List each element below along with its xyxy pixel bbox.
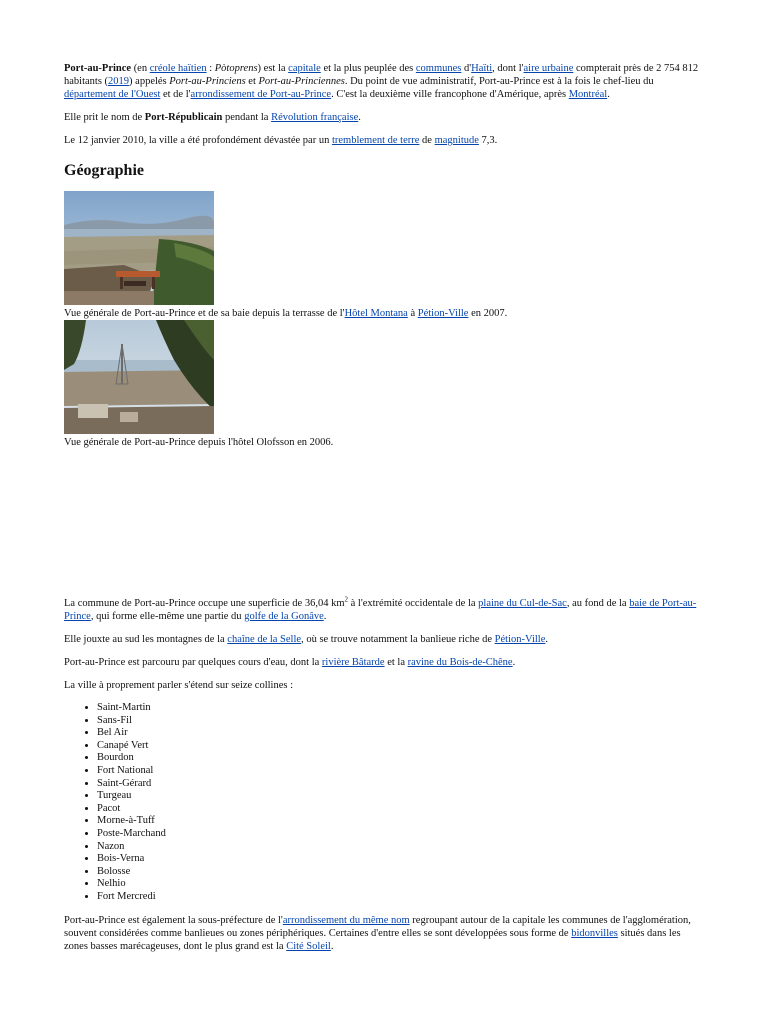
photo-olofsson-view [64,320,214,434]
link-departement-ouest[interactable]: département de l'Ouest [64,89,161,100]
article-body [64,62,700,963]
intro-paragraph-3: Le 12 janvier 2010, la ville a été profondément dévastée par un tremblement de terre de magnitude 7,3. [64,135,498,146]
link-2019[interactable]: 2019 [108,76,130,87]
link-magnitude[interactable]: magnitude [434,135,479,146]
link-montreal[interactable]: Montréal [568,89,608,100]
list-item: • Bourdon [97,752,700,765]
link-petion-ville-2[interactable]: Pétion-Ville [494,634,546,645]
hills-list [64,702,700,904]
list-item: • Morne-à-Tuff [97,815,700,828]
link-haiti[interactable]: Haïti [471,63,493,74]
article-subject: Port-au-Prince [64,63,132,74]
section-heading-geographie: Géographie [64,162,144,179]
link-riviere-batarde[interactable]: rivière Bâtarde [321,657,385,668]
list-item: • Canapé Vert [97,740,700,753]
link-golfe-de-la-gonave[interactable]: golfe de la Gonâve [244,611,324,622]
geo-paragraph-3: Port-au-Prince est parcouru par quelques cours d'eau, dont la rivière Bâtarde et la ravine du Bois-de-Chêne. [64,657,516,668]
link-revolution-francaise[interactable]: Révolution française [271,112,359,123]
list-item: • Nelhio [97,878,700,891]
link-petion-ville[interactable]: Pétion-Ville [417,308,469,319]
link-cite-soleil[interactable]: Cité Soleil [286,940,331,952]
link-ravine-bois-de-chene[interactable]: ravine du Bois-de-Chêne [407,657,513,668]
list-item: • Fort National [97,765,700,778]
link-communes[interactable]: communes [415,63,462,74]
former-name: Port-Républicain [144,112,223,123]
list-item: • Bois-Verna [97,853,700,866]
figure-caption-olofsson: Vue générale de Port-au-Prince depuis l'hôtel Olofsson en 2006. [64,437,334,448]
demonym-masculine: Port-au-Princiens [169,76,246,87]
link-arrondissement-port-au-prince[interactable]: arrondissement de Port-au-Prince [190,89,332,100]
link-baie-de-port-au-prince[interactable]: baie de Port-au-Prince [64,598,697,622]
superscript-2: 2 [344,595,348,604]
native-name: Pòtoprens [214,63,258,74]
list-item: • Nazon [97,841,700,854]
link-plaine-cul-de-sac[interactable]: plaine du Cul-de-Sac [478,598,567,609]
geo-paragraph-2: Elle jouxte au sud les montagnes de la chaîne de la Selle, où se trouve notamment la banlieue riche de Pétion-Ville. [64,634,548,645]
list-item: • Bolosse [97,866,700,879]
list-item: • Pacot [97,803,700,816]
list-item: • Saint-Gérard [97,778,700,791]
list-item: • Turgeau [97,790,700,803]
intro-paragraph-1: Port-au-Prince (en créole haïtien : Pòtoprens) est la capitale et la plus peuplée des communes d'Haïti, dont l'aire urbaine compterait près de 2 754 812 habitants (2019) appelés Port-au-Princiens et Port-au-Princiennes. Du point de vue administratif, Port-au-Prince est à la fois le chef-lieu du département de l'Ouest et de l'arrondissement de Port-au-Prince. C'est la deuxième ville francophone d'Amérique, après Montréal. [64,63,699,100]
figure-montana-view [64,191,700,320]
link-tremblement-de-terre[interactable]: tremblement de terre [331,135,420,146]
photo-city-bay-view [64,191,214,305]
link-bidonvilles[interactable]: bidonvilles [571,927,618,939]
list-item: • Fort Mercredi [97,891,700,904]
geo-paragraph-1: La commune de Port-au-Prince occupe une superficie de 36,04 $km^2$ à l'extrémité occidentale de la plaine du Cul-de-Sac, au fond de la baie de Port-au-Prince, qui forme elle-même une partie du golfe de la Gonâve. [64,595,697,622]
geo-paragraph-4: La ville à proprement parler s'étend sur seize collines : [64,680,294,691]
intro-paragraph-2: Elle prit le nom de Port-Républicain pendant la Révolution française. [64,112,361,123]
figure-olofsson-view [64,320,700,449]
list-item: • Poste-Marchand [97,828,700,841]
link-capitale[interactable]: capitale [288,63,321,74]
link-arrondissement-meme-nom[interactable]: arrondissement du même nom [282,914,410,926]
link-aire-urbaine[interactable]: aire urbaine [523,63,574,74]
link-creole-haitien[interactable]: créole haïtien [149,63,207,74]
list-item: • Sans-Fil [97,715,700,728]
figure-caption-montana: Vue générale de Port-au-Prince et de sa baie depuis la terrasse de l'Hôtel Montana à Pétion-Ville en 2007. [64,308,508,319]
geo-paragraph-5: Port-au-Prince est également la sous-préfecture de l'arrondissement du même nom regroupant autour de la capitale les communes de l'agglomération, souvent considérées comme banlieues ou zones périphériques. Certaines d'entre elles se sont développées sous forme de bidonvilles situés dans les zones basses marécageuses, dont le plus grand est la Cité Soleil. [64,914,691,952]
list-item: • Saint-Martin [97,702,700,715]
link-hotel-montana[interactable]: Hôtel Montana [344,308,408,319]
list-item: • Bel Air [97,727,700,740]
blank-space [64,449,700,597]
link-chaine-de-la-selle[interactable]: chaîne de la Selle [227,634,302,645]
demonym-feminine: Port-au-Princiennes [258,76,345,87]
